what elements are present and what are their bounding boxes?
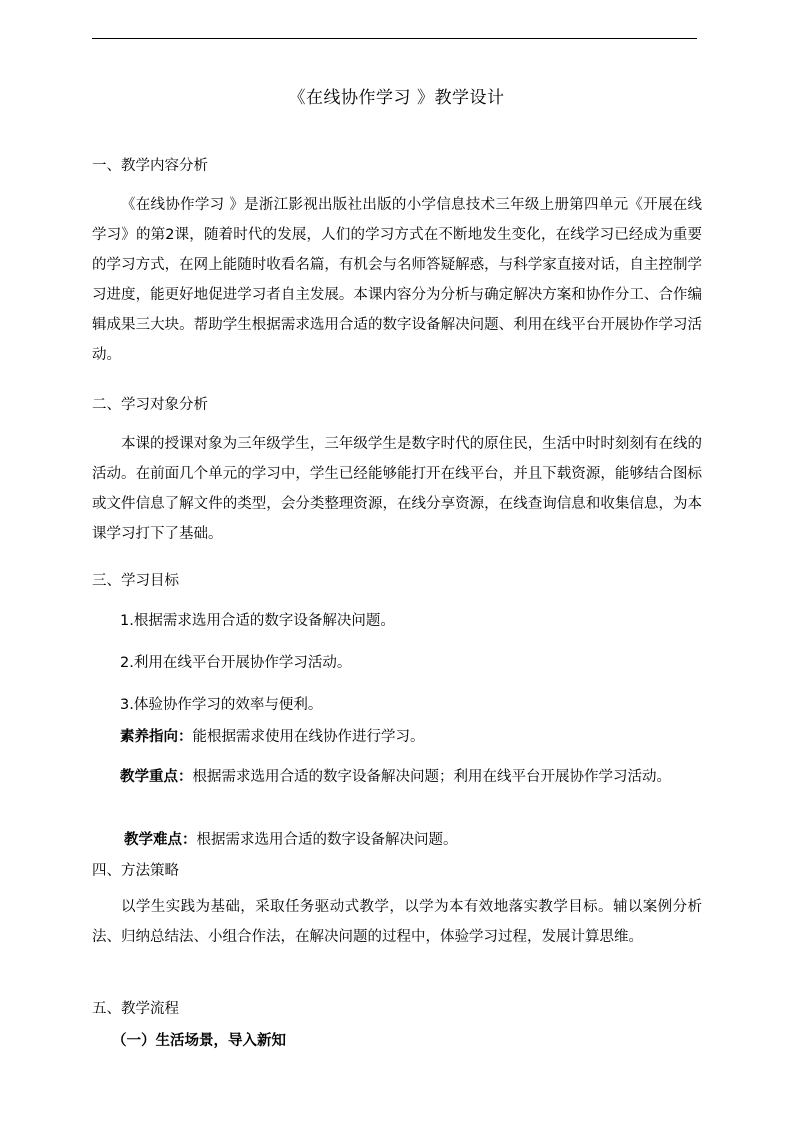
key-point-label: 教学重点： <box>120 769 193 785</box>
document-title: 《在线协作学习 》教学设计 <box>288 88 505 108</box>
section-heading-methods: 四、方法策略 <box>92 863 179 879</box>
section-heading-teaching-process: 五、教学流程 <box>92 1001 179 1017</box>
difficulty-text: 根据需求选用合适的数字设备解决问题。 <box>196 832 458 848</box>
difficulty-label: 教学难点： <box>124 832 197 848</box>
key-point-text: 根据需求选用合适的数字设备解决问题；利用在线平台开展协作学习活动。 <box>192 769 671 785</box>
goal-item-1: 1.根据需求选用合适的数字设备解决问题。 <box>120 613 395 629</box>
learner-analysis-paragraph: 本课的授课对象为三年级学生，三年级学生是数字时代的原住民，生活中时时刻刻有在线的活动。在前面几个单元的学习中，学生已经能够能打开在线平台，并且下载资源，能够结合图标或文件信息了解文件的类型，会分类整理资源，在线分享资源，在线查询信息和收集信息，为本课学习打下了基础。 <box>92 436 702 542</box>
difficulty-line <box>124 830 458 850</box>
goal-item-2: 2.利用在线平台开展协作学习活动。 <box>120 655 352 671</box>
literacy-text: 能根据需求使用在线协作进行学习。 <box>192 729 425 745</box>
header-rule <box>92 38 697 39</box>
section-heading-learning-goals: 三、学习目标 <box>92 573 179 589</box>
section-heading-content-analysis: 一、教学内容分析 <box>92 158 208 174</box>
key-point-paragraph <box>92 762 702 792</box>
methods-paragraph: 以学生实践为基础，采取任务驱动式教学，以学为本有效地落实教学目标。辅以案例分析法、归纳总结法、小组合作法，在解决问题的过程中，体验学习过程，发展计算思维。 <box>92 899 702 945</box>
content-analysis-paragraph: 《在线协作学习 》是浙江影视出版社出版的小学信息技术三年级上册第四单元《开展在线学习》的第2课，随着时代的发展，人们的学习方式在不断地发生变化，在线学习已经成为重要的学习方式，在网上能随时收看名篇，有机会与名师答疑解惑，与科学家直接对话，自主控制学习进度，能更好地促进学习者自主发展。本课内容分为分析与确定解决方案和协作分工、合作编辑成果三大块。帮助学生根据需求选用合适的数字设备解决问题、利用在线平台开展协作学习活动。 <box>92 197 702 363</box>
section-heading-learner-analysis: 二、学习对象分析 <box>92 397 208 413</box>
literacy-line <box>120 727 425 747</box>
teaching-process-subheading: （一）生活场景，导入新知 <box>112 1033 286 1049</box>
goal-item-3: 3.体验协作学习的效率与便利。 <box>120 697 323 713</box>
literacy-label: 素养指向： <box>120 729 193 745</box>
